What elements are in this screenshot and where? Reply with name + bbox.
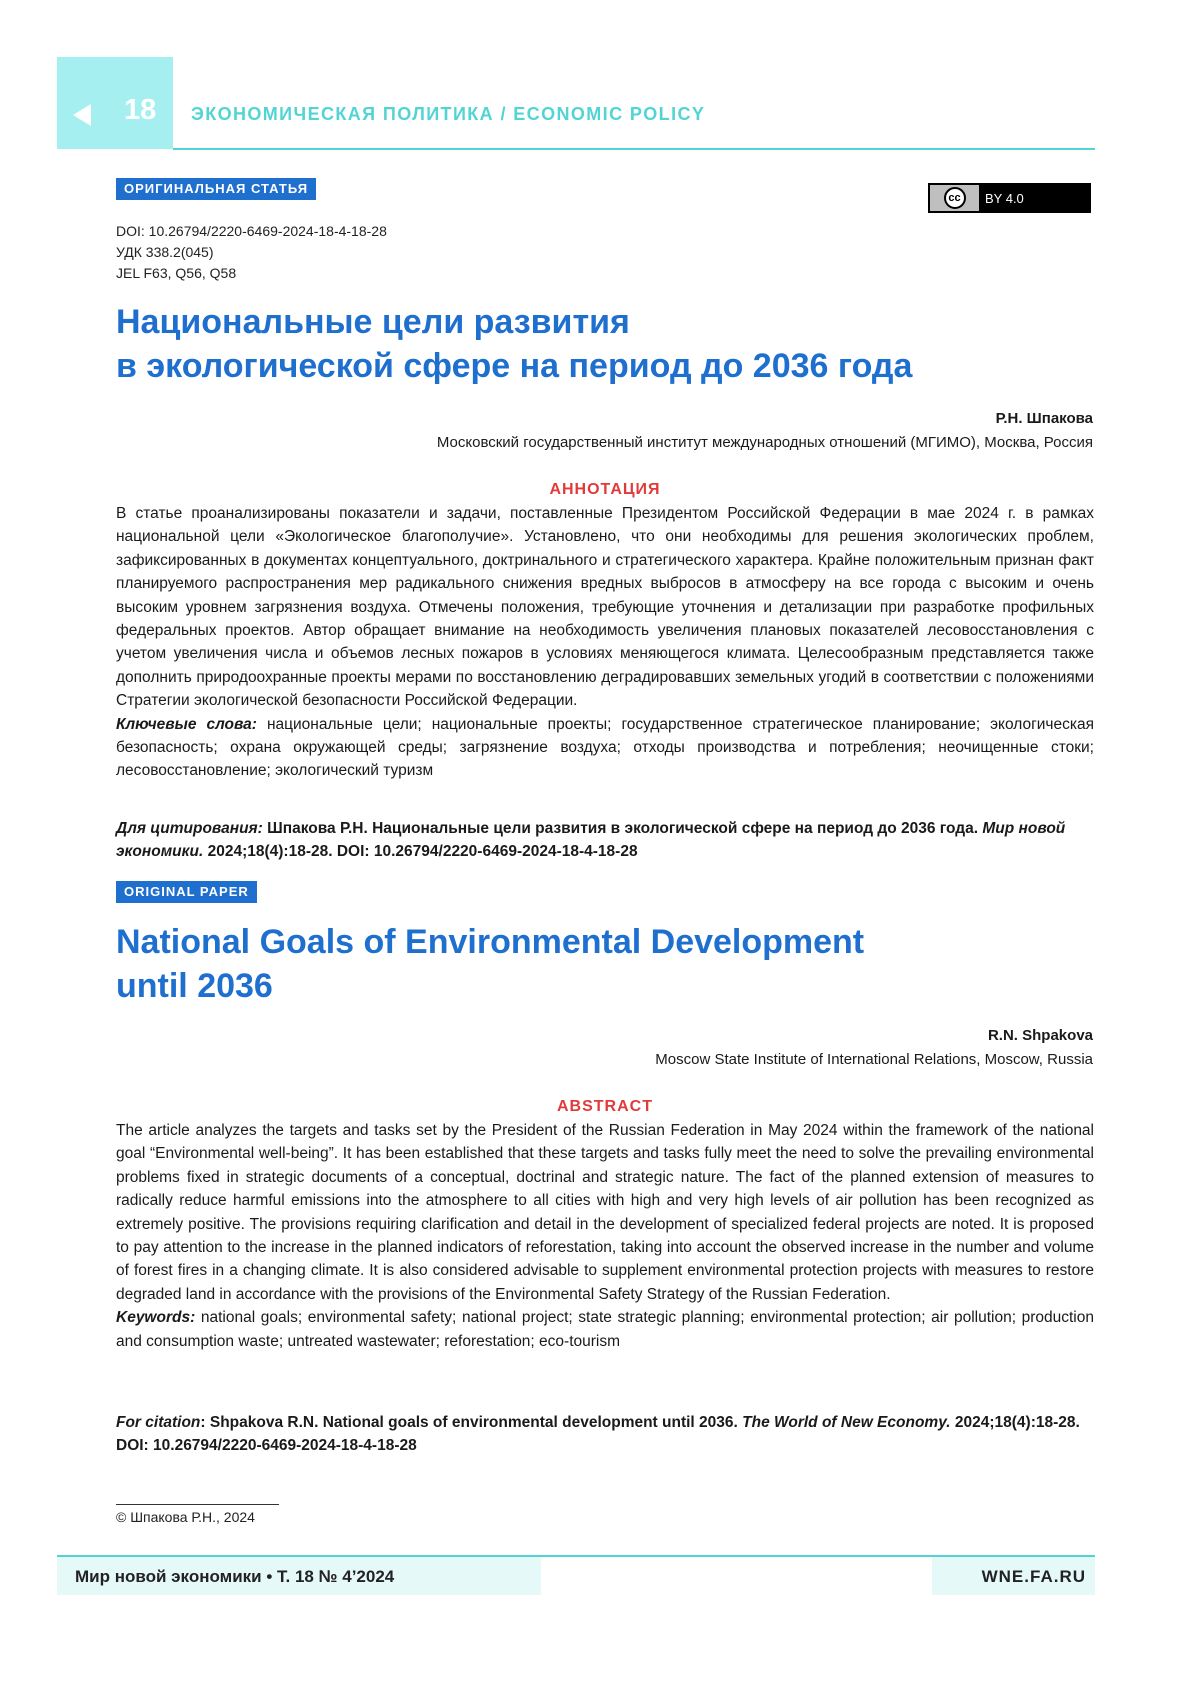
copyright-footnote: © Шпакова Р.Н., 2024 — [116, 1509, 255, 1525]
keywords-en: national goals; environmental safety; national project; state strategic planning; environmental protection; air pollution; production and consumption waste; untreated wastewater; reforestation; eco-tourism — [116, 1309, 1094, 1350]
header-divider — [173, 148, 1095, 150]
cc-license-badge[interactable] — [928, 183, 1091, 213]
citation-en — [116, 1411, 1094, 1458]
doi[interactable]: DOI: 10.26794/2220-6469-2024-18-4-18-28 — [116, 223, 387, 239]
affiliation-ru: Московский государственный институт международных отношений (МГИМО), Москва, Россия — [436, 434, 1093, 451]
affiliation-en: Moscow State Institute of International Relations, Moscow, Russia — [655, 1051, 1093, 1068]
footnote-divider — [116, 1504, 279, 1505]
citation-text-ru: Шпакова Р.Н. Национальные цели развития в экологической сфере на период до 2036 года. — [267, 820, 979, 837]
citation-label-en: For citation — [116, 1414, 201, 1431]
author-block-ru — [437, 407, 1093, 455]
title-ru-line2: в экологической сфере на период до 2036 года — [116, 347, 913, 385]
author-name-en: R.N. Shpakova — [987, 1027, 1093, 1044]
citation-label-ru: Для цитирования: — [116, 820, 263, 837]
back-arrow-icon[interactable] — [73, 104, 91, 126]
citation-tail-ru: 2024;18(4):18-28. DOI: 10.26794/2220-6469-2024-18-4-18-28 — [207, 843, 638, 861]
keywords-label-ru: Ключевые слова: — [116, 715, 257, 733]
section-title: ЭКОНОМИЧЕСКАЯ ПОЛИТИКА / ECONOMIC POLICY — [191, 104, 706, 124]
cc-icon: cc — [944, 187, 966, 209]
abstract-ru-text: В статье проанализированы показатели и задачи, поставленные Президентом Российской Федерации в мае 2024 г. в рамках национальной цели «Экологическое благополучие». Установлено, что они необходимы для решения экологических проблем, зафиксированных в документах концептуального, доктринального и стратегического характера. Крайне положительным признан факт планируемого распространения мер радикального снижения вредных выбросов в атмосферу на все города с высоким и очень высоким уровнем загрязнения воздуха. Отмечены положения, требующие уточнения и детализации при разработке профильных федеральных проектов. Автор обращает внимание на необходимость увеличения плановых показателей лесовосстановления с учетом увеличения числа и объемов лесных пожаров в условиях меняющегося климата. Целесообразным представляется также дополнить природоохранные проекты мерами по восстановлению деградировавших земельных угодий в соответствии с положениями Стратегии экологической безопасности Российской Федерации. — [116, 505, 1094, 710]
citation-ru — [116, 817, 1094, 864]
title-ru — [116, 300, 912, 388]
title-en-line1: National Goals of Environmental Development — [116, 923, 865, 961]
udk: УДК 338.2(045) — [116, 244, 214, 260]
author-block-en — [655, 1024, 1093, 1072]
abstract-ru — [116, 502, 1094, 783]
article-metadata — [116, 221, 387, 284]
title-ru-line1: Национальные цели развития — [116, 303, 630, 341]
footer-journal: Мир новой экономики • Т. 18 № 4’2024 — [75, 1567, 395, 1586]
author-name-ru: Р.Н. Шпакова — [995, 410, 1093, 427]
title-en-line2: until 2036 — [116, 967, 273, 1005]
title-en — [116, 920, 864, 1008]
jel: JEL F63, Q56, Q58 — [116, 265, 237, 281]
license-text: BY 4.0 — [985, 190, 1024, 206]
keywords-ru: национальные цели; национальные проекты; государственное стратегическое планирование; экологическая безопасность; охрана окружающей среды; загрязнение воздуха; отходы производства и потребления; неочищенные стоки; лесовосстановление; экологический туризм — [116, 715, 1094, 780]
abstract-en — [116, 1119, 1094, 1353]
cc-logo-area — [930, 185, 979, 211]
original-article-badge: ОРИГИНАЛЬНАЯ СТАТЬЯ — [116, 178, 316, 200]
page-number: 18 — [124, 94, 157, 126]
abstract-heading-en: ABSTRACT — [557, 1098, 653, 1115]
original-paper-badge: ORIGINAL PAPER — [116, 881, 257, 903]
citation-journal-ru: Мир новой экономики. — [116, 820, 1066, 861]
citation-journal-en: The World of New Economy. — [742, 1414, 951, 1431]
abstract-en-text: The article analyzes the targets and tasks set by the President of the Russian Federation in May 2024 within the framework of the national goal “Environmental well-being”. It has been established that these targets and tasks fully meet the need to solve the prevailing environmental problems fixed in strategic documents of a conceptual, doctrinal and strategic nature. The fact of the planned extension of measures to radically reduce harmful emissions into the atmosphere to all cities with high and very high levels of air pollution has been recognized as extremely positive. The provisions requiring clarification and detail in the development of specialized federal projects are noted. It is proposed to pay attention to the increase in the planned indicators of reforestation, taking into account the observed increase in the number and volume of forest fires in a changing climate. It is also considered advisable to supplement environmental protection projects with measures to restore degraded land in accordance with the provisions of the Environmental Safety Strategy of the Russian Federation. — [116, 1122, 1094, 1303]
citation-text-en: : Shpakova R.N. National goals of environmental development until 2036. — [200, 1414, 738, 1431]
keywords-label-en: Keywords: — [116, 1309, 196, 1327]
footer-site-link[interactable]: WNE.FA.RU — [981, 1567, 1086, 1586]
abstract-heading-ru: АННОТАЦИЯ — [549, 481, 661, 498]
citation-tail-en: 2024;18(4):18-28. DOI: 10.26794/2220-6469-2024-18-4-18-28 — [116, 1414, 1080, 1455]
